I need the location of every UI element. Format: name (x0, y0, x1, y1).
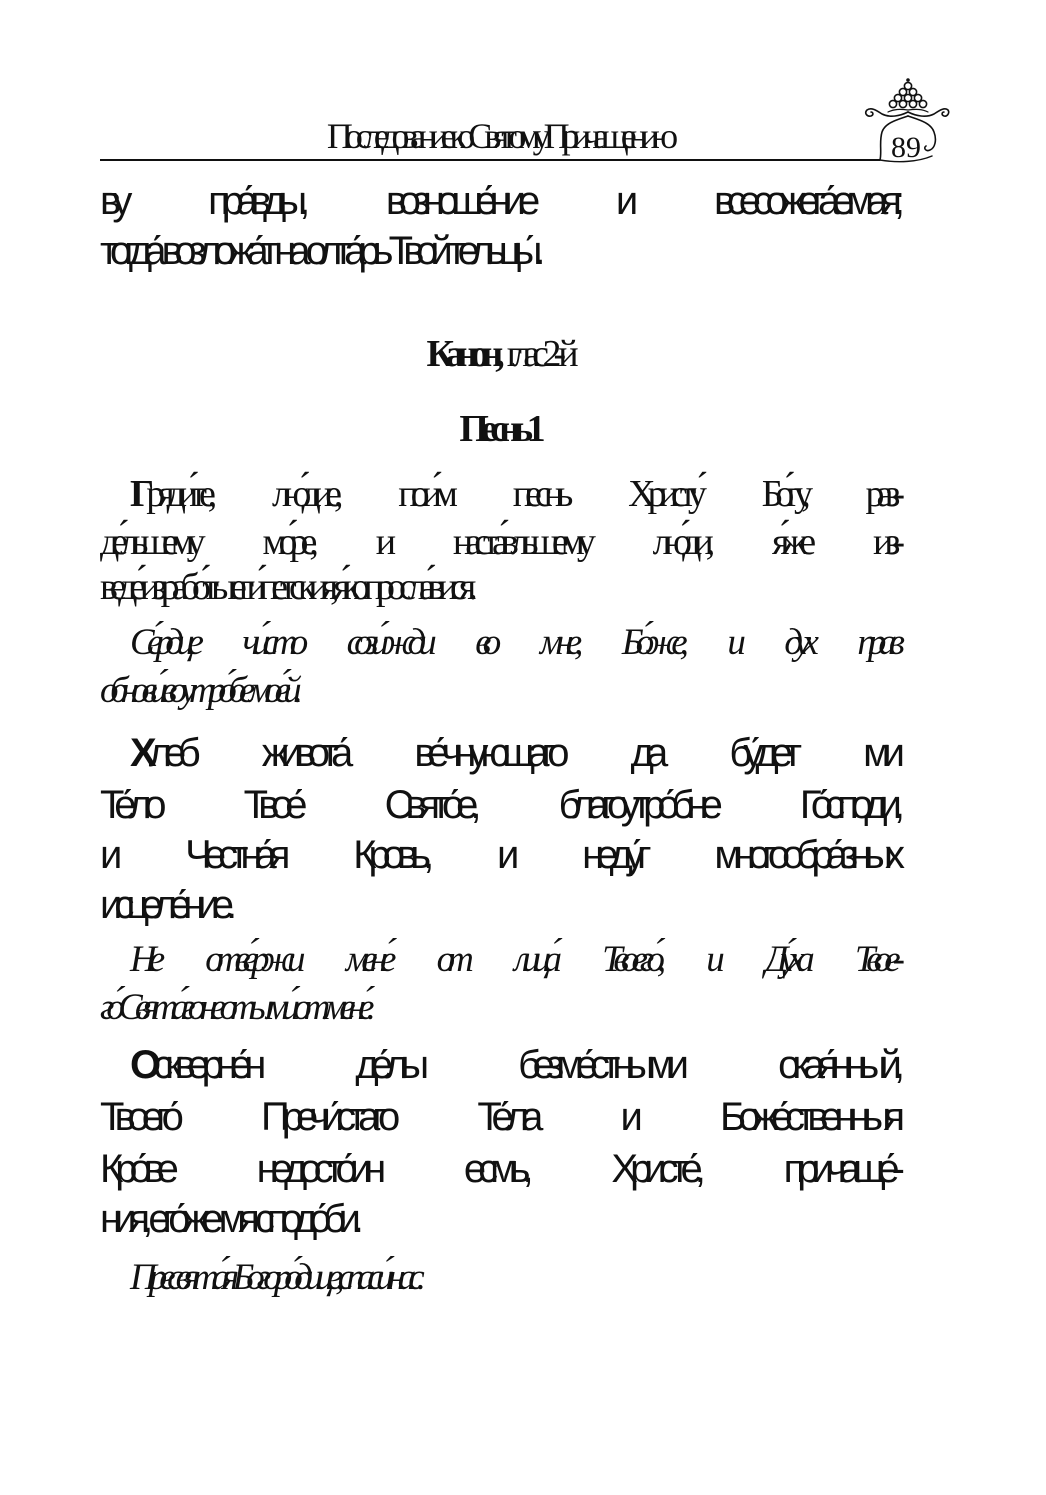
troparion-1-line-1 (130, 475, 897, 513)
troparion-1-line-3: веде́ из рабо́ты еги́петския, я́ко просла́вися. (100, 566, 470, 608)
running-title: Последование ко Святому Причащению (326, 116, 671, 156)
troparion-3-line-3: Кро́ве недосто́ин есмь, Христе́, причаще́- (100, 1147, 897, 1191)
troparion-3-line-4: ния, его́же мя сподо́би. (100, 1197, 356, 1241)
troparion-3-line-2: Твоего́ Пречи́стаго Те́ла и Боже́ственныя (100, 1095, 897, 1139)
page-number: 89 (891, 131, 921, 164)
troparion-2-line-4: исцеле́ние. (100, 883, 230, 927)
header-rule (100, 159, 880, 161)
refrain-1-line-2: обнови́ во утро́бе мое́й. (100, 670, 295, 711)
refrain-1-line-1: Се́рдце чи́сто сози́жди во мне, Бо́же, и дух прав (130, 622, 897, 663)
troparion-3-line-1 (130, 1045, 897, 1085)
drop-initial: Х (130, 731, 149, 775)
troparion-3-text: скверне́н де́лы безме́стными окая́нный, (153, 1043, 897, 1087)
troparion-2-line-3: и Честна́я Кровь, и неду́г многообра́зных (100, 833, 897, 877)
refrain-3-line-1: Пресвята́я Богоро́дице, спаси́ нас. (130, 1257, 418, 1298)
troparion-2-line-1 (130, 733, 897, 773)
canon-heading (100, 335, 897, 373)
refrain-2-line-2: го́ Свята́го не отыми́ от мене́. (100, 987, 368, 1028)
ode-heading: Песнь 1 (459, 408, 538, 450)
troparion-1-text: ряди́те, лю́дие, пои́м песнь Христу́ Бо́гу, раз- (146, 473, 897, 515)
troparion-2-text: леб живота́ ве́чнующаго да бу́дет ми (148, 731, 897, 775)
canon-label: Канон, (426, 333, 497, 375)
canon-tone: глас 2-й (506, 333, 571, 375)
refrain-2-line-1: Не отве́ржи мене́ от лица́ Твоего́, и Ду́ха Твое- (130, 939, 897, 980)
troparion-2-line-2: Те́ло Твое́ Свято́е, благоутро́бне Го́споди, (100, 783, 897, 827)
drop-initial: Г (130, 473, 147, 515)
drop-initial: О (130, 1043, 154, 1087)
continuation-line-2: тогда́ возложа́т на олта́рь Твой тельцы́. (100, 229, 538, 273)
troparion-1-line-2: де́льшему мо́ре, и наста́вльшему лю́ди, я́же из- (100, 521, 897, 563)
continuation-line-1: ву пра́вды, возноше́ние и всесожега́емая; (100, 179, 897, 223)
